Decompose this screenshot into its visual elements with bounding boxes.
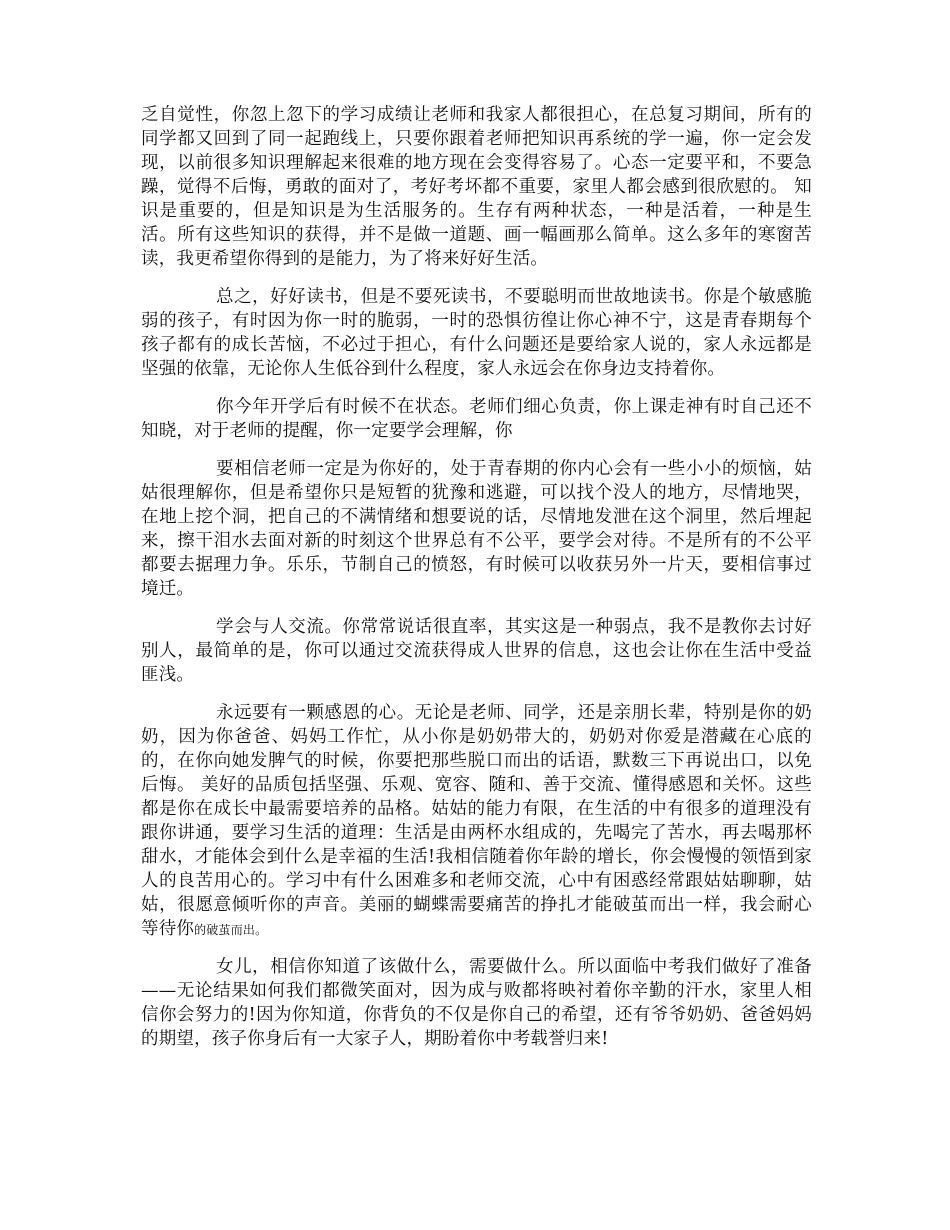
paragraph-7: 女儿，相信你知道了该做什么，需要做什么。所以面临中考我们做好了准备——无论结果如何我们都微笑面对，因为成与败都将映衬着你辛勤的汗水，家里人相信你会努力的!因为你知道，你背负的不仅是你自己的希望，还有爷爷奶奶、爸爸妈妈的期望，孩子你身后有一大家子人，期盼着你中考载誉归来! [141,957,812,1049]
paragraph-1: 乏自觉性，你忽上忽下的学习成绩让老师和我家人都很担心，在总复习期间，所有的同学都又回到了同一起跑线上，只要你跟着老师把知识再系统的学一遍，你一定会发现，以前很多知识理解起来很难的地方现在会变得容易了。心态一定要平和，不要急躁，觉得不后悔，勇敢的面对了，考好考坏都不重要，家里人都会感到很欣慰的。 知识是重要的，但是知识是为生活服务的。生存有两种状态，一种是活着，一种是生活。所有这些知识的获得，并不是做一道题、画一幅画那么简单。这么多年的寒窗苦读，我更希望你得到的是能力，为了将来好好生活。 [141,105,812,269]
paragraph-6-text: 永远要有一颗感恩的心。无论是老师、同学，还是亲朋长辈，特别是你的奶奶，因为你爸爸、妈妈工作忙，从小你是奶奶带大的，奶奶对你爱是潜藏在心底的的，在你向她发脾气的时候，你要把那些脱口而出的话语，默数三下再说出口，以免后悔。 美好的品质包括坚强、乐观、宽容、随和、善于交流、懂得感恩和关怀。这些都是你在成长中最需要培养的品格。姑姑的能力有限，在生活的中有很多的道理没有跟你讲通，要学习生活的道理：生活是由两杯水组成的，先喝完了苦水，再去喝那杯甜水，才能体会到什么是幸福的生活!我相信随着你年龄的增长，你会慢慢的领悟到家人的良苦用心的。学习中有什么困难多和老师交流，心中有困惑经常跟姑姑聊聊，姑姑，很愿意倾听你的声音。美丽的蝴蝶需要痛苦的挣扎才能破茧而出一样，我会耐心等待你 [141,703,812,939]
paragraph-4: 要相信老师一定是为你好的，处于青春期的你内心会有一些小小的烦恼，姑姑很理解你，但是希望你只是短暂的犹豫和逃避，可以找个没人的地方，尽情地哭，在地上挖个洞，把自己的不满情绪和想要说的话，尽情地发泄在这个洞里，然后埋起来，擦干泪水去面对新的时刻这个世界总有不公平，要学会对待。不是所有的不公平都要去据理力争。乐乐，节制自己的愤怒，有时候可以收获另外一片天，要相信事过境迁。 [141,459,812,599]
paragraph-6-small-tail: 的破茧而出。 [194,923,268,937]
paragraph-5: 学会与人交流。你常常说话很直率，其实这是一种弱点，我不是教你去讨好别人，最简单的是，你可以通过交流获得成人世界的信息，这也会让你在生活中受益匪浅。 [141,617,812,685]
paragraph-2: 总之，好好读书，但是不要死读书，不要聪明而世故地读书。你是个敏感脆弱的孩子，有时因为你一时的脆弱，一时的恐惧彷徨让你心神不宁，这是青春期每个孩子都有的成长苦恼，不必过于担心，有什么问题还是要给家人说的，家人永远都是坚强的依靠，无论你人生低谷到什么程度，家人永远会在你身边支持着你。 [141,287,812,379]
paragraph-3: 你今年开学后有时候不在状态。老师们细心负责，你上课走神有时自己还不知晓，对于老师的提醒，你一定要学会理解，你 [141,397,812,441]
paragraph-6 [141,701,812,941]
document-page [141,103,812,1065]
